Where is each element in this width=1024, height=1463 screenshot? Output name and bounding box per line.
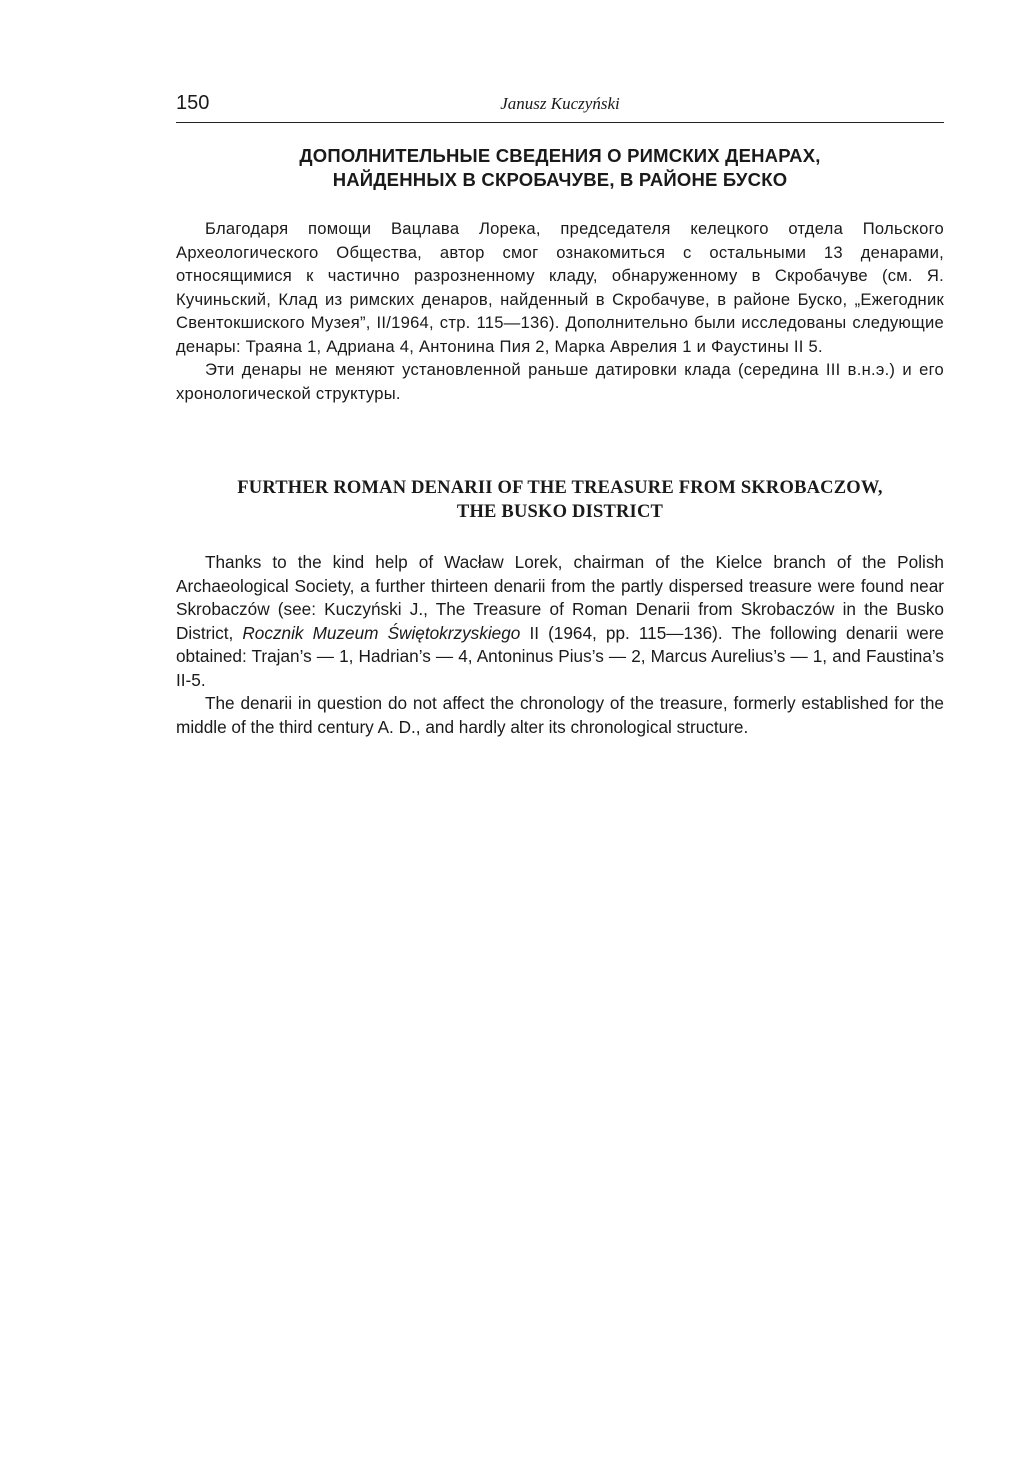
russian-title (176, 144, 944, 192)
english-summary (176, 476, 944, 739)
english-paragraph-text: Thanks to the kind help of Wacław Lorek, chairman of the Kielce branch of the Polish Archaeological Society, a further thirteen denarii from the partly dispersed treasure were found near Skrobaczów (see: Kuczyński J., The Treasure of Roman Denarii from Skrobaczów in the Busko District, (176, 552, 944, 643)
russian-title-line: ДОПОЛНИТЕЛЬНЫЕ СВЕДЕНИЯ О РИМСКИХ ДЕНАРАХ, (299, 145, 821, 166)
english-paragraph (176, 551, 944, 692)
english-title-line: THE BUSKO DISTRICT (456, 502, 664, 522)
english-title-line: FURTHER ROMAN DENARII OF THE TREASURE FROM SKROBACZOW, (237, 478, 883, 498)
english-paragraph: The denarii in question do not affect the chronology of the treasure, formerly established for the middle of the third century A. D., and hardly alter its chronological structure. (176, 693, 944, 737)
russian-summary (176, 144, 944, 405)
page-number: 150 (176, 92, 210, 114)
journal-title: Rocznik Muzeum Świętokrzyskiego (242, 622, 521, 643)
russian-paragraph: Благодаря помощи Вацлава Лорека, председателя келецкого отдела Польского Археологического Общества, автор смог ознакомиться с остальными 13 денарами, относящимися к частично разрозненному кладу, обнаруженному в Скробачуве (см. Я. Кучиньский, Клад из римских денаров, найденный в Скробачуве, в районе Буско, „Ежегодник Свентокшиского Музея”, II/1964, стр. 115—136). Дополнительно были исследованы следующие денары: Траяна 1, Адриана 4, Антонина Пия 2, Марка Аврелия 1 и Фаустины II 5. (176, 219, 944, 356)
english-title (176, 476, 944, 524)
page-header (176, 92, 944, 122)
running-head: Janusz Kuczyński (500, 94, 620, 113)
russian-title-line: НАЙДЕННЫХ В СКРОБАЧУВЕ, В РАЙОНЕ БУСКО (332, 169, 788, 190)
russian-paragraph: Эти денары не меняют установленной раньше датировки клада (середина III в.н.э.) и его хронологической структуры. (176, 360, 944, 403)
header-rule (176, 122, 944, 123)
english-paragraph-text: II (1964, pp. 115—136). The following denarii were obtained: Trajan’s — 1, Hadrian’s — 4, Antoninus Pius’s — 2, Marcus Aurelius’s — 1, and Faustina’s II-5. (176, 622, 944, 690)
